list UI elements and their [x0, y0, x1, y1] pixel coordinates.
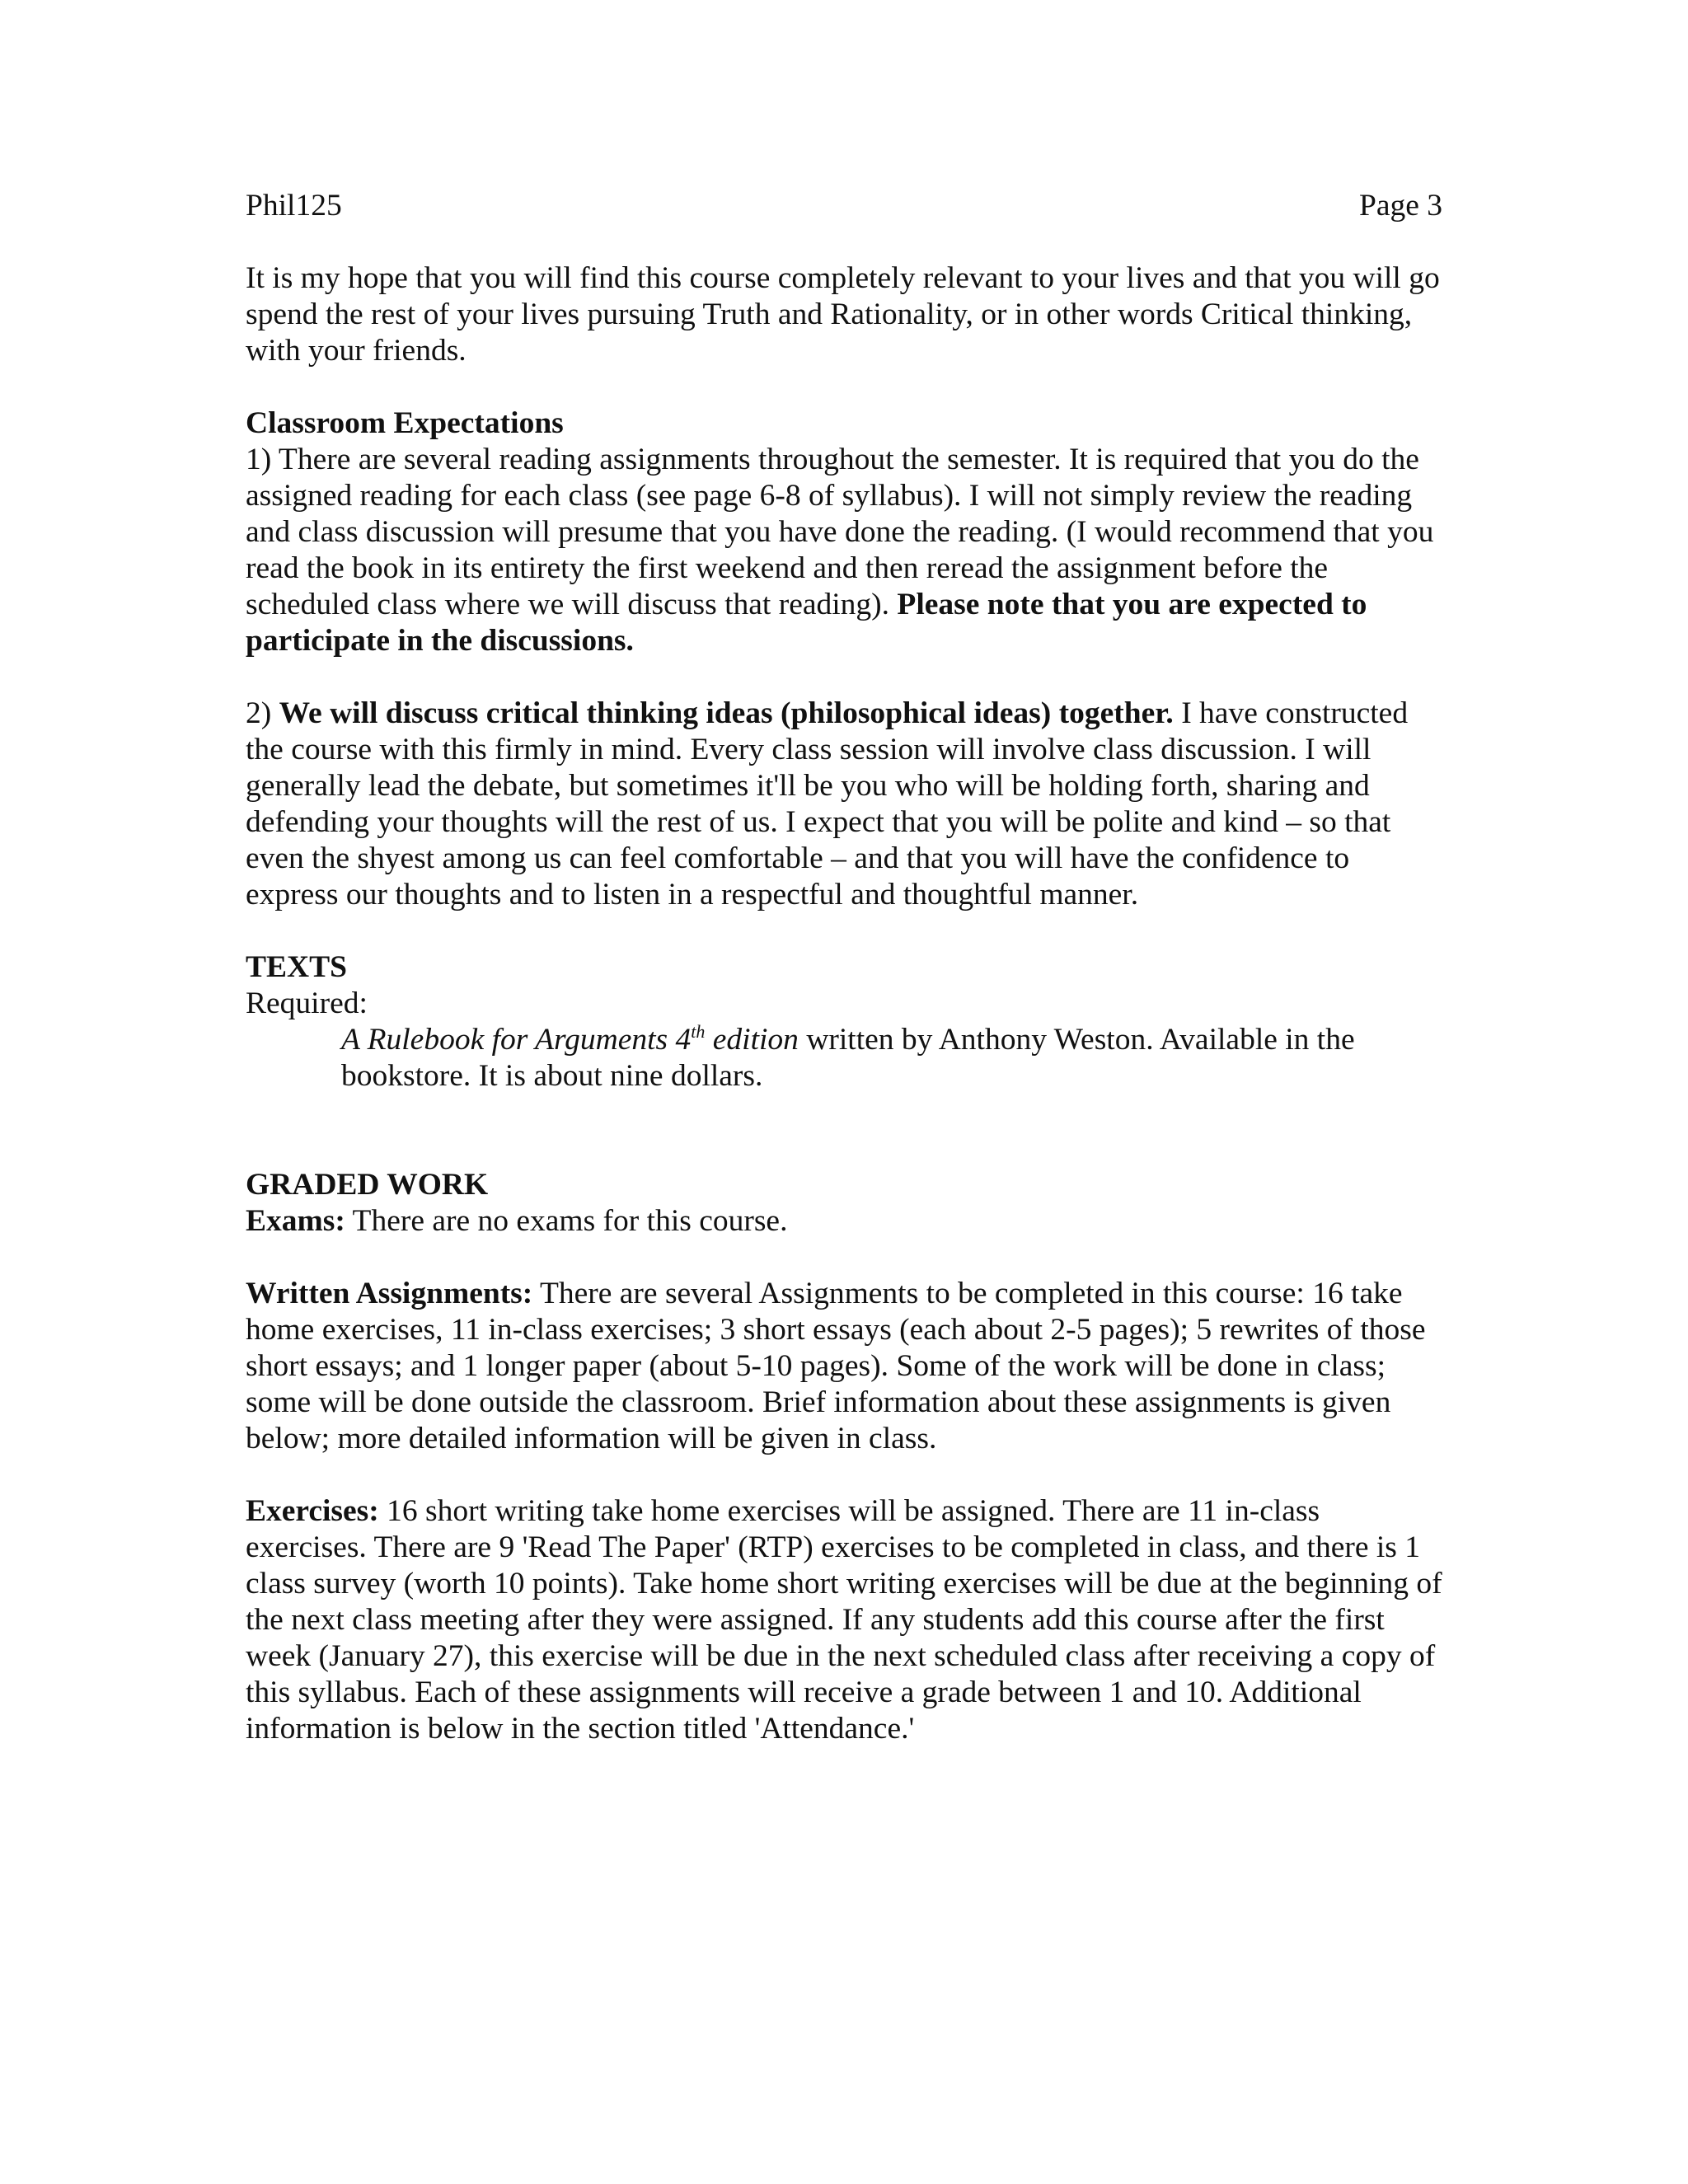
section-spacer [246, 1094, 1442, 1167]
exercises-paragraph [246, 1493, 1442, 1747]
classroom-expectations-section [246, 405, 1442, 659]
texts-heading: TEXTS [246, 950, 347, 984]
book-title [341, 1023, 799, 1057]
required-label: Required: [246, 987, 368, 1020]
expectation-item-1-text: 1) There are several reading assignments throughout the semester. It is required that you do the assigned reading for each class (see page 6-8 of syllabus). I will not simply review the reading and class discussion will presume that you have done the reading. (I would recommend that you read the book in its entirety the first weekend and then reread the assignment before the scheduled class where we will discuss that reading). [246, 443, 1434, 621]
written-assignments-paragraph [246, 1276, 1442, 1457]
written-assignments-text: There are several Assignments to be completed in this course: 16 take home exercises, 11 in-class exercises; 3 short essays (each about 2-5 pages); 5 rewrites of those short essays; and 1 longer paper (about 5-10 pages). Some of the work will be done in class; some will be done outside the classroom. Brief information about these assignments is given below; more detailed information will be given in class. [246, 1277, 1426, 1455]
exercises-label: Exercises: [246, 1494, 379, 1528]
exams-line [246, 1203, 1442, 1240]
syllabus-page [246, 188, 1442, 1747]
page-number: Page 3 [1358, 189, 1442, 223]
exams-label: Exams: [246, 1204, 345, 1238]
expectation-item-2-number: 2) [246, 696, 279, 730]
expectation-item-1 [246, 442, 1442, 659]
intro-paragraph: It is my hope that you will find this course completely relevant to your lives and that you will go spend the rest of your lives pursuing Truth and Rationality, or in other words Critical thinking, with your friends. [246, 261, 1440, 368]
expectation-item-1-emphasis: Please note that you are expected to participate in the discussions. [246, 588, 1367, 658]
course-code: Phil125 [246, 189, 342, 223]
book-details: written by Anthony Weston. Available in the bookstore. It is about nine dollars. [341, 1023, 1355, 1093]
book-edition-superscript: th [691, 1021, 706, 1042]
book-title-main: A Rulebook for Arguments 4 [341, 1023, 692, 1057]
expectation-item-2-text: I have constructed the course with this firmly in mind. Every class session will involve class discussion. I will generally lead the debate, but sometimes it'll be you who will be holding forth, sharing and defending your thoughts will the rest of us. I expect that you will be polite and kind – so that even the shyest among us can feel comfortable – and that you will have the confidence to express our thoughts and to listen in a respectful and thoughtful manner. [246, 696, 1409, 912]
texts-section [246, 949, 1442, 1094]
expectation-item-2-emphasis: We will discuss critical thinking ideas (philosophical ideas) together. [279, 696, 1174, 730]
graded-work-section [246, 1167, 1442, 1240]
page-header [246, 188, 1442, 224]
required-book [341, 1022, 1442, 1094]
graded-work-heading: GRADED WORK [246, 1168, 489, 1202]
exams-text: There are no exams for this course. [345, 1204, 788, 1238]
exercises-text: 16 short writing take home exercises will be assigned. There are 11 in-class exercises. There are 9 'Read The Paper' (RTP) exercises to be completed in class, and there is 1 class survey (worth 10 points). Take home short writing exercises will be due at the beginning of the next class meeting after they were assigned. If any students add this course after the first week (January 27), this exercise will be due in the next scheduled class after receiving a copy of this syllabus. Each of these assignments will receive a grade between 1 and 10. Additional information is below in the section titled 'Attendance.' [246, 1494, 1442, 1746]
book-title-edition: edition [705, 1023, 799, 1057]
classroom-expectations-heading: Classroom Expectations [246, 406, 564, 440]
written-assignments-label: Written Assignments: [246, 1277, 533, 1310]
expectation-item-2 [246, 696, 1442, 913]
